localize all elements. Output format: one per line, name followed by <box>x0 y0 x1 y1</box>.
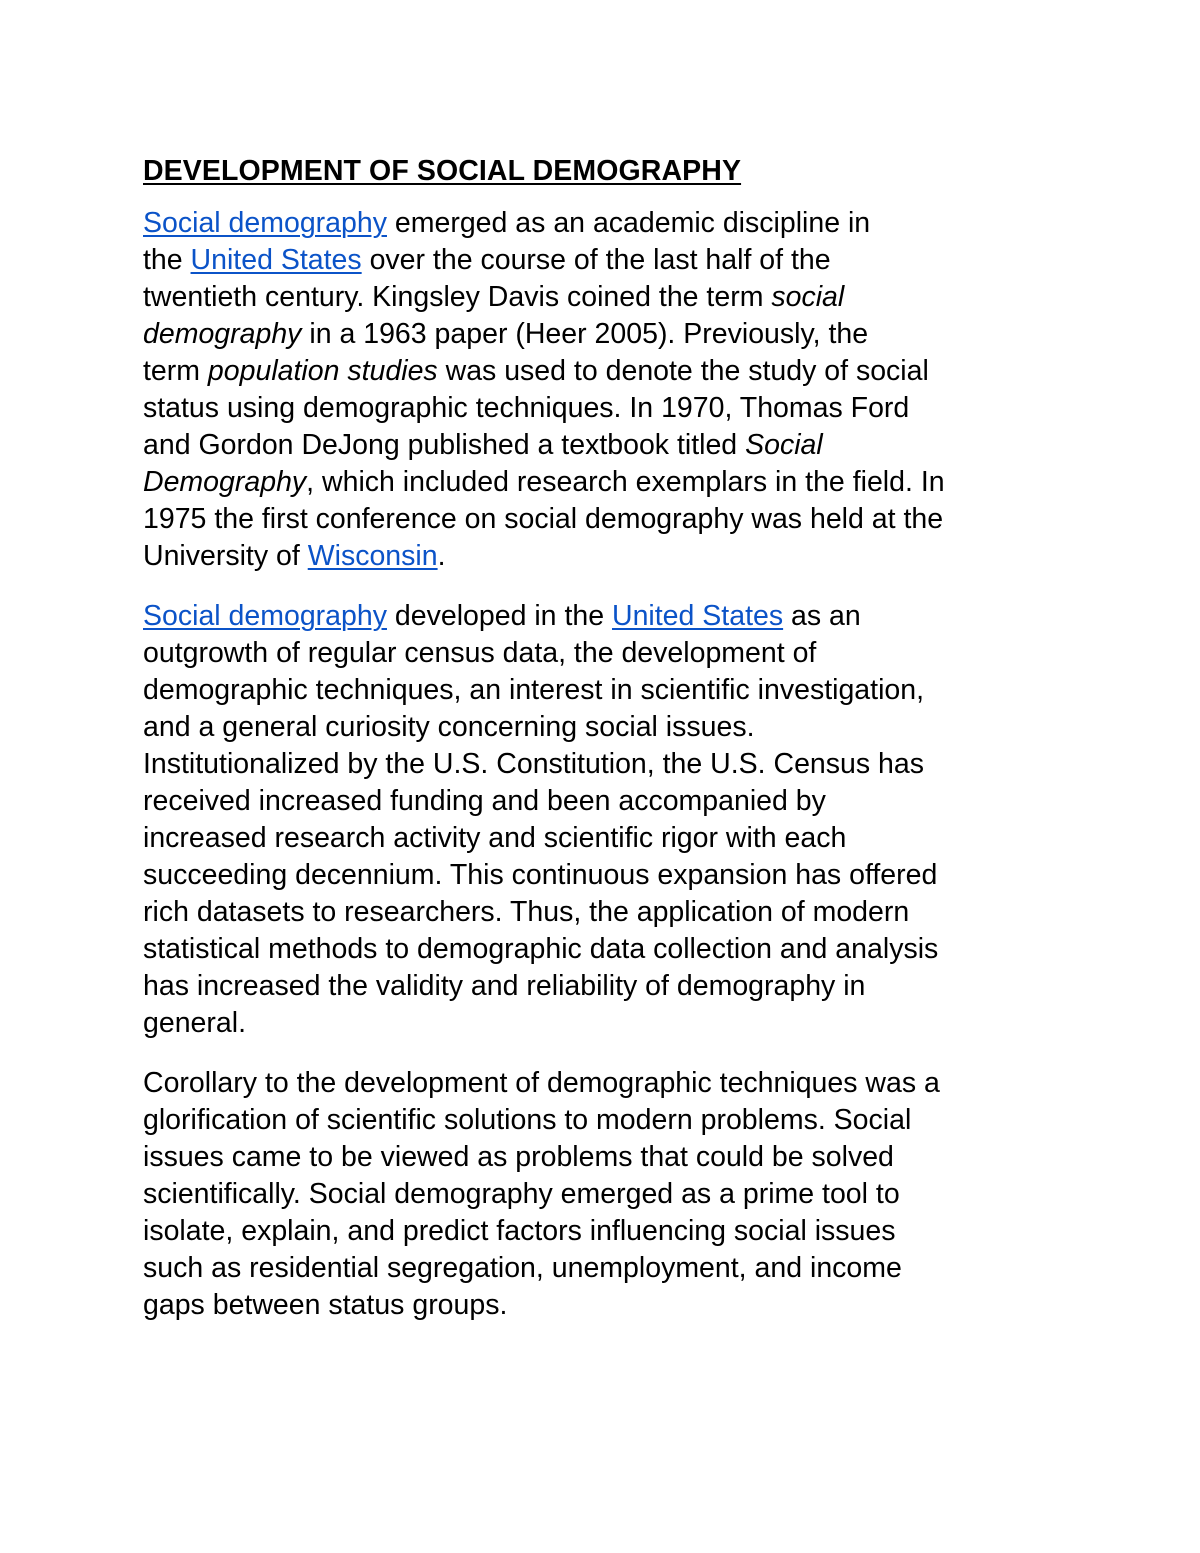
text-run: increased research activity and scientific rigor with each <box>143 822 847 854</box>
italic-term: population studies <box>207 355 438 387</box>
text-run: and Gordon DeJong published a textbook titled <box>143 429 746 461</box>
text-run: 1975 the first conference on social demography was held at the <box>143 503 944 535</box>
hyperlink-united-states[interactable]: United States <box>612 600 784 632</box>
text-run: issues came to be viewed as problems that could be solved <box>143 1141 894 1173</box>
italic-term: social <box>771 281 845 313</box>
italic-term: Social <box>745 429 823 461</box>
text-run: and a general curiosity concerning social issues. <box>143 711 755 743</box>
paragraph-3 <box>143 1065 1058 1324</box>
text-run: gaps between status groups. <box>143 1289 508 1321</box>
text-run: over the course of the last half of the <box>361 244 831 276</box>
hyperlink-social-demography[interactable]: Social demography <box>143 600 387 632</box>
text-run: , which included research exemplars in the field. In <box>306 466 945 498</box>
document-body <box>143 152 1058 1347</box>
text-run: scientifically. Social demography emerged as a prime tool to <box>143 1178 900 1210</box>
text-run: statistical methods to demographic data collection and analysis <box>143 933 939 965</box>
text-run: University of <box>143 540 308 572</box>
text-run: term <box>143 355 208 387</box>
text-run: general. <box>143 1007 246 1039</box>
text-run: glorification of scientific solutions to modern problems. Social <box>143 1104 912 1136</box>
text-run: Institutionalized by the U.S. Constitution, the U.S. Census has <box>143 748 924 780</box>
paragraph-1 <box>143 205 1058 575</box>
text-run: has increased the validity and reliability of demography in <box>143 970 866 1002</box>
text-run: succeeding decennium. This continuous expansion has offered <box>143 859 938 891</box>
text-run: developed in the <box>386 600 612 632</box>
text-run: was used to denote the study of social <box>437 355 929 387</box>
hyperlink-united-states[interactable]: United States <box>190 244 362 276</box>
text-run: rich datasets to researchers. Thus, the application of modern <box>143 896 910 928</box>
text-run: emerged as an academic discipline in <box>386 207 871 239</box>
text-run: Corollary to the development of demographic techniques was a <box>143 1067 940 1099</box>
text-run: twentieth century. Kingsley Davis coined the term <box>143 281 772 313</box>
hyperlink-wisconsin[interactable]: Wisconsin <box>307 540 438 572</box>
text-run: the <box>143 244 191 276</box>
text-run: isolate, explain, and predict factors influencing social issues <box>143 1215 896 1247</box>
italic-term: demography <box>143 318 302 350</box>
text-run: as an <box>783 600 861 632</box>
italic-term: Demography <box>143 466 307 498</box>
hyperlink-social-demography[interactable]: Social demography <box>143 207 387 239</box>
document-title: DEVELOPMENT OF SOCIAL DEMOGRAPHY <box>143 155 742 187</box>
text-run: in a 1963 paper (Heer 2005). Previously, the <box>301 318 869 350</box>
text-run: demographic techniques, an interest in scientific investigation, <box>143 674 925 706</box>
text-run: such as residential segregation, unemployment, and income <box>143 1252 902 1284</box>
text-run: status using demographic techniques. In 1970, Thomas Ford <box>143 392 910 424</box>
text-run: outgrowth of regular census data, the development of <box>143 637 817 669</box>
paragraph-2 <box>143 598 1058 1042</box>
text-run: . <box>437 540 446 572</box>
text-run: received increased funding and been accompanied by <box>143 785 826 817</box>
